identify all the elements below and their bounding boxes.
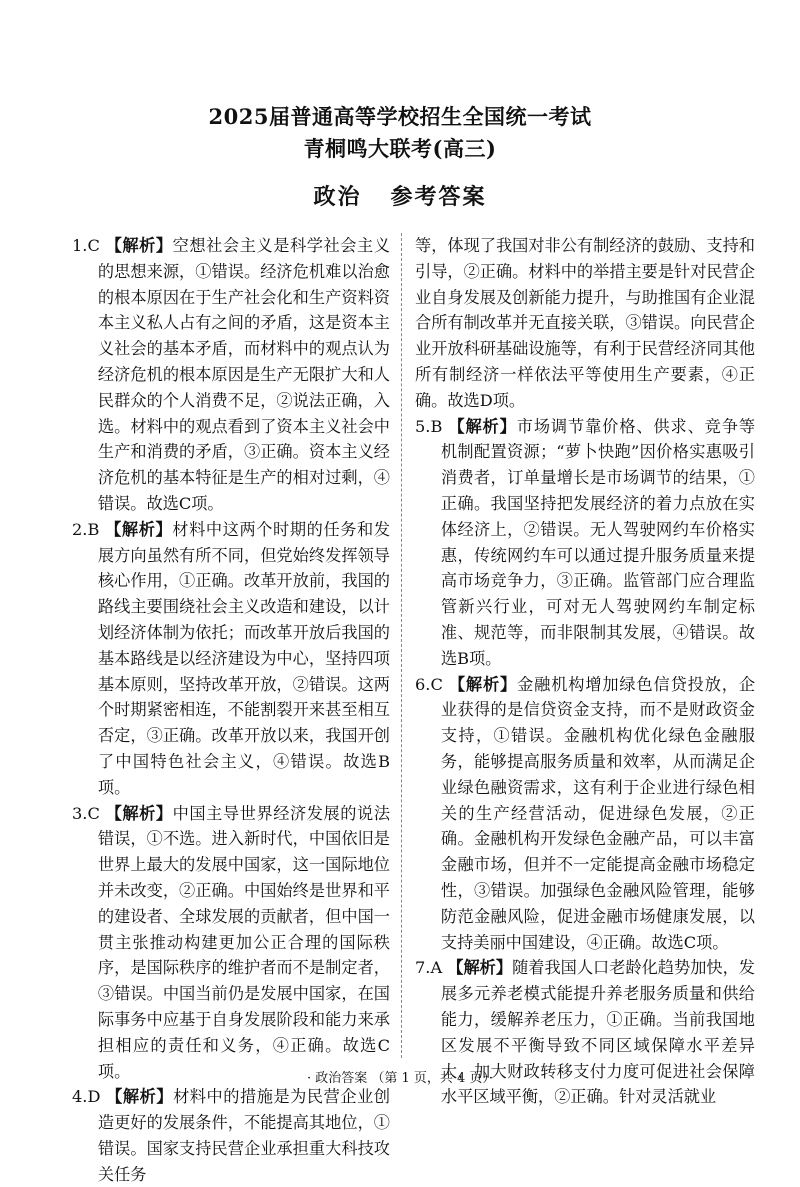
analysis-tag: 【解析】 [105,519,173,539]
page-footer: · 政治答案 （第 1 页，共 4 页）· [306,1071,494,1086]
answer-item-5 [415,414,755,672]
answer-number: 5.B [415,416,443,436]
analysis-tag: 【解析】 [106,1087,174,1107]
answer-text: 中国主导世界经济发展的说法错误，①不选。进入新时代，中国依旧是世界上最大的发展中国家，这一国际地位并未改变，②正确。中国始终是世界和平的建设者、全球发展的贡献者，但中国一贯主张推动构建更加公正合理的国际秩序，是国际秩序的维护者而不是制定者，③错误。中国当前仍是发展中国家，在国际事务中应基于自身发展阶段和能力来承担相应的责任和义务，④正确。故选C项。 [97,803,391,1081]
answer-text: 材料中的措施是为民营企业创造更好的发展条件，不能提高其地位，①错误。国家支持民营企业承担重大科技攻关任务 [97,1087,391,1184]
analysis-tag: 【解析】 [448,416,517,436]
answer-item-2 [72,517,390,801]
answer-item-4-continued: 等，体现了我国对非公有制经济的鼓励、支持和引导，②正确。材料中的举措主要是针对民营企业自身发展及创新能力提升，与助推国有企业混合所有制改革并无直接关联，③错误。向民营企业开放科研基础设施等，有利于民营经济同其他所有制经济一样依法平等使用生产要素，④正确。故选D项。 [415,236,755,410]
answer-number: 1.C [72,236,100,255]
answer-text: 市场调节靠价格、供求、竞争等机制配置资源；“萝卜快跑”因价格实惠吸引消费者，订单量增长是市场调节的结果，①正确。我国坚持把发展经济的着力点放在实体经济上，②错误。无人驾驶网约车价格实惠，传统网约车可以通过提升服务质量来提高市场竞争力，③正确。监管部门应合理监管新兴行业，可对无人驾驶网约车制定标准、规范等，而非限制其发展，④错误。故选B项。 [440,416,756,668]
analysis-tag: 【解析】 [447,958,513,978]
exam-subtitle: 青桐鸣大联考(高三) [303,136,497,161]
analysis-tag: 【解析】 [105,236,173,255]
answer-number: 4.D [72,1087,101,1107]
column-divider [401,233,402,1058]
document-header [0,102,800,212]
answer-text: 随着我国人口老龄化趋势加快，发展多元养老模式能提升养老服务质量和供给能力，缓解养老压力，①正确。当前我国地区发展不平衡导致不同区域保障水平差异大，加大财政转移支付力度可促进社会保障水平区域平衡，②正确。针对灵活就业 [440,958,755,1107]
analysis-tag: 【解析】 [105,803,173,823]
answer-number: 7.A [415,958,443,978]
answer-item-1 [72,233,390,517]
answer-number: 2.B [72,519,100,539]
answer-key-title: 政治 参考答案 [313,184,487,210]
answer-item-4 [72,1084,390,1187]
answer-item-3 [72,801,390,1085]
answer-number: 6.C [415,674,443,694]
answer-text: 金融机构增加绿色信贷投放，企业获得的是信贷资金支持，而不是财政资金支持，①错误。金融机构优化绿色金融服务，能够提高服务质量和效率，从而满足企业绿色融资需求，这有利于企业进行绿色相关的生产经营活动，促进绿色发展，②正确。金融机构开发绿色金融产品，可以丰富金融市场，但并不一定能提高金融市场稳定性，③错误。加强绿色金融风险管理，能够防范金融风险，促进金融市场健康发展，以支持美丽中国建设，④正确。故选C项。 [440,674,756,952]
answer-text: 空想社会主义是科学社会主义的思想来源，①错误。经济危机难以治愈的根本原因在于生产社会化和生产资料资本主义私人占有之间的矛盾，这是资本主义社会的基本矛盾，而材料中的观点认为经济危机的根本原因是生产无限扩大和人民群众的个人消费不足，②说法正确，入选。材料中的观点看到了资本主义社会中生产和消费的矛盾，③正确。资本主义经济危机的基本特征是生产的相对过剩，④错误。故选C项。 [97,236,391,513]
exam-title: 2025届普通高等学校招生全国统一考试 [208,104,592,129]
left-column [72,233,390,1187]
answer-item-6 [415,672,755,956]
analysis-tag: 【解析】 [448,674,518,694]
answer-text: 材料中这两个时期的任务和发展方向虽然有所不同，但党始终发挥领导核心作用，①正确。改革开放前，我国的路线主要围绕社会主义改造和建设，以计划经济体制为依托；而改革开放后我国的基本路线是以经济建设为中心，坚持四项基本原则，坚持改革开放，②错误。这两个时期紧密相连，不能割裂开来甚至相互否定，③正确。改革开放以来，我国开创了中国特色社会主义，④错误。故选B项。 [97,519,391,797]
right-column [415,233,755,1110]
answer-number: 3.C [72,803,100,823]
